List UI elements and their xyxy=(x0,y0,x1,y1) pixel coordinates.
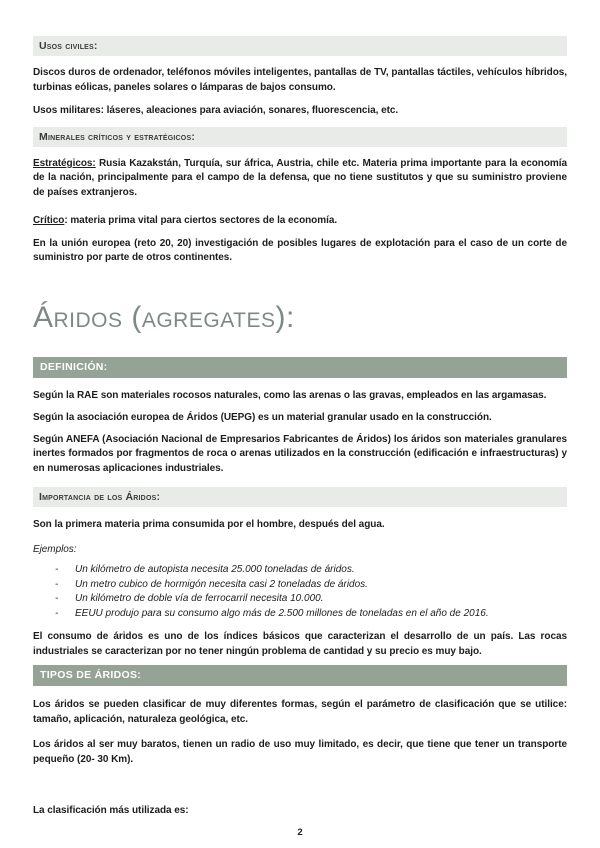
estrategicos-label: Estratégicos: xyxy=(33,157,96,169)
paragraph-clasificar: Los áridos se pueden clasificar de muy diferentes formas, según el parámetro de clasificación que se utilice: tamaño, aplicación, naturaleza geológica, etc. xyxy=(33,699,567,725)
section-header-importancia: Importancia de los Áridos: xyxy=(33,487,567,507)
list-item xyxy=(33,563,567,578)
list-item xyxy=(33,578,567,593)
list-bullet-dash: - xyxy=(55,578,59,590)
paragraph-critico xyxy=(33,214,567,229)
paragraph-baratos: Los áridos al ser muy baratos, tienen un radio de uso muy limitado, es decir, que tiene que tener un transporte pequeño (20- 30 Km). xyxy=(33,739,567,765)
paragraph-primera-materia: Son la primera materia prima consumida por el hombre, después del agua. xyxy=(33,519,385,530)
critico-text: : materia prima vital para ciertos sectores de la economía. xyxy=(64,215,338,226)
section-header-tipos: TIPOS DE ÁRIDOS: xyxy=(33,665,567,686)
page-title: Áridos (agregates): xyxy=(33,300,295,334)
section-header-usos-civiles: Usos civiles: xyxy=(33,36,567,56)
list-item xyxy=(33,592,567,607)
ejemplos-label: Ejemplos: xyxy=(33,543,77,555)
paragraph-clasificacion: La clasificación más utilizada es: xyxy=(33,805,189,816)
section-header-definicion: DEFINICIÓN: xyxy=(33,357,567,378)
section-header-minerales: Minerales críticos y estratégicos: xyxy=(33,127,567,147)
list-item-text: Un kilómetro de doble vía de ferrocarril necesita 10.000. xyxy=(75,593,324,604)
list-item-text: Un kilómetro de autopista necesita 25.000 toneladas de áridos. xyxy=(75,564,355,575)
paragraph-estrategicos xyxy=(33,157,567,201)
list-item xyxy=(33,607,567,622)
estrategicos-text: Rusia Kazakstán, Turquía, sur áfrica, Austria, chile etc. Materia prima importante para la economía de la nación, principalmente para el campo de la defensa, que no tiene sustitutos y que su suministro proviene de países extranjeros. xyxy=(33,157,567,198)
paragraph-usos-civiles: Discos duros de ordenador, teléfonos móviles inteligentes, pantallas de TV, pantallas táctiles, vehículos híbridos, turbinas eólicas, paneles solares o lámparas de bajos consumo. xyxy=(33,67,567,93)
paragraph-consumo: El consumo de áridos es uno de los índices básicos que caracterizan el desarrollo de un país. Las rocas industriales se caracterizan por no tener ningún problema de cantidad y su precio es muy bajo. xyxy=(33,631,567,657)
list-item-text: Un metro cubico de hormigón necesita casi 2 toneladas de áridos. xyxy=(75,578,368,590)
paragraph-uepg: Según la asociación europea de Áridos (UEPG) es un material granular usado en la construcción. xyxy=(33,412,492,423)
critico-label: Crítico xyxy=(33,215,65,226)
paragraph-anefa: Según ANEFA (Asociación Nacional de Empresarios Fabricantes de Áridos) los áridos son materiales granulares inertes formados por fragmentos de roca o arenas utilizados en la construcción (edificación e infraestructuras) y en numerosas aplicaciones industriales. xyxy=(33,433,567,474)
paragraph-rae: Según la RAE son materiales rocosos naturales, como las arenas o las gravas, empleados en las argamasas. xyxy=(33,389,547,401)
list-bullet-dash: - xyxy=(55,607,59,619)
list-bullet-dash: - xyxy=(55,593,59,604)
list-bullet-dash: - xyxy=(55,564,59,575)
list-item-text: EEUU produjo para su consumo algo más de 2.500 millones de toneladas en el año de 2016. xyxy=(75,607,489,619)
page-number: 2 xyxy=(297,826,303,838)
paragraph-union-europea: En la unión europea (reto 20, 20) investigación de posibles lugares de explotación para el caso de un corte de suministro por parte de otros continentes. xyxy=(33,237,567,263)
ejemplos-list xyxy=(33,563,567,621)
paragraph-usos-militares: Usos militares: láseres, aleaciones para aviación, sonares, fluorescencia, etc. xyxy=(33,105,399,116)
